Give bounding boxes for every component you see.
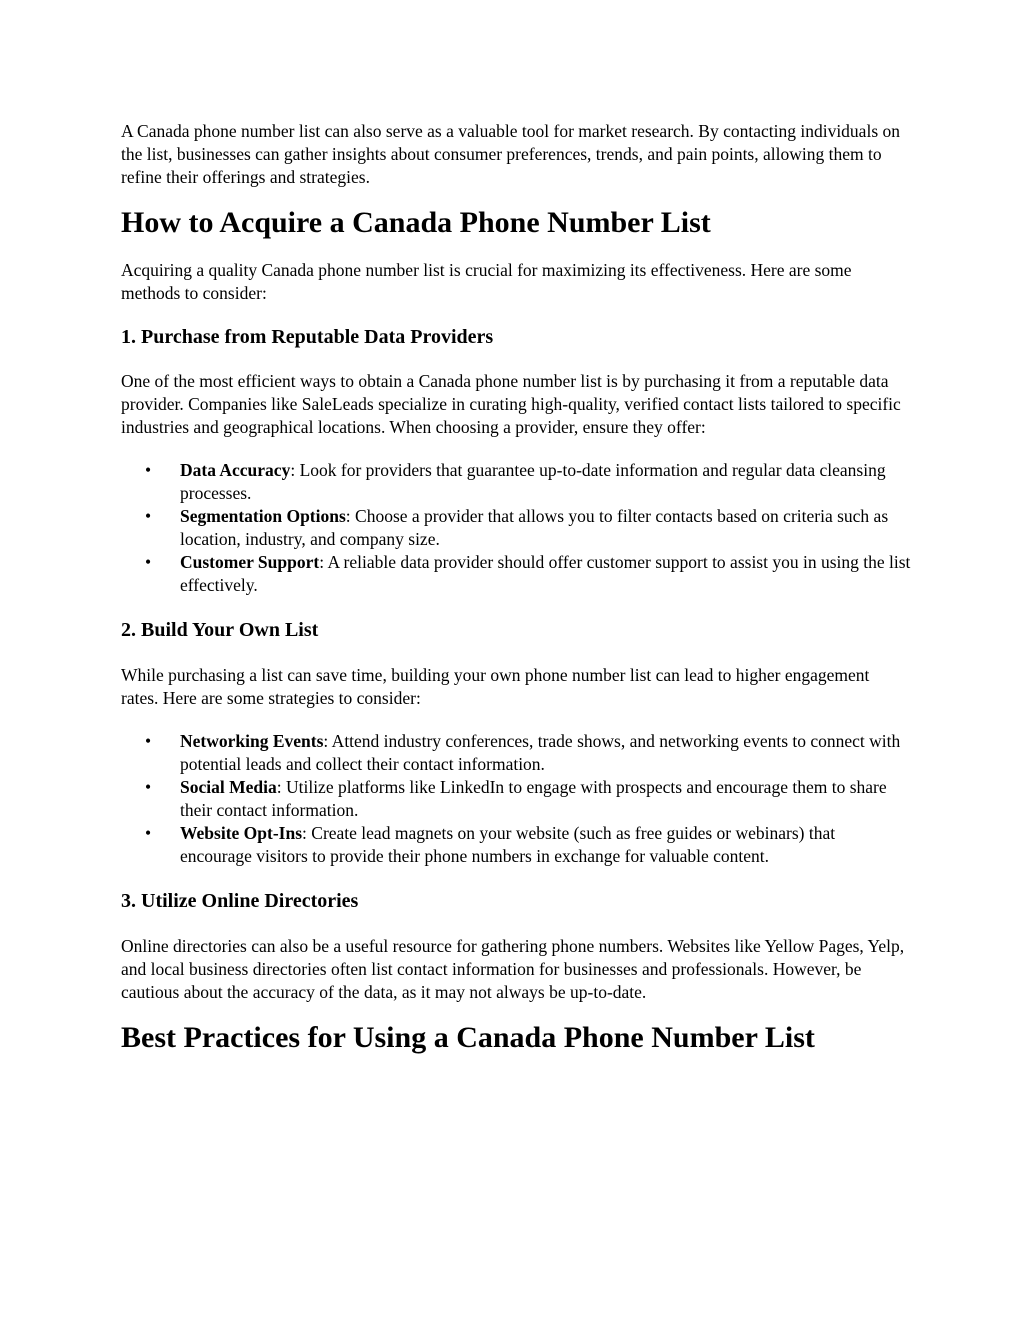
bullet-marker: • <box>145 506 152 526</box>
bullet-marker: • <box>145 460 152 480</box>
bullet-marker: • <box>145 731 152 751</box>
list-item <box>121 505 911 551</box>
list-item <box>121 822 911 868</box>
list-item-term: Segmentation Options <box>180 506 346 526</box>
bullet-marker: • <box>145 823 152 843</box>
build-paragraph: While purchasing a list can save time, building your own phone number list can lead to higher engagement rates. Here are some strategies to consider: <box>121 665 870 708</box>
list-item <box>121 459 911 505</box>
document-page <box>121 120 911 1056</box>
subheading-directories: 3. Utilize Online Directories <box>121 890 359 912</box>
intro-paragraph: A Canada phone number list can also serve as a valuable tool for market research. By contacting individuals on the list, businesses can gather insights about consumer preferences, trends, and pain points, allowing them to refine their offerings and strategies. <box>121 121 900 187</box>
acquire-paragraph: Acquiring a quality Canada phone number list is crucial for maximizing its effectiveness. Here are some methods to consider: <box>121 260 852 303</box>
section-heading-acquire: How to Acquire a Canada Phone Number List <box>121 206 711 239</box>
list-item-description: : Create lead magnets on your website (such as free guides or webinars) that encourage visitors to provide their phone numbers in exchange for valuable content. <box>180 823 836 866</box>
list-item-description: : Utilize platforms like LinkedIn to engage with prospects and encourage them to share their contact information. <box>180 777 887 820</box>
list-item <box>121 551 911 597</box>
list-item-term: Customer Support <box>180 552 320 572</box>
list-item-description: : Choose a provider that allows you to filter contacts based on criteria such as location, industry, and company size. <box>180 506 889 549</box>
list-item <box>121 776 911 822</box>
directories-paragraph: Online directories can also be a useful resource for gathering phone numbers. Websites like Yellow Pages, Yelp, and local business directories often list contact information for businesses and professionals. However, be cautious about the accuracy of the data, as it may not always be up-to-date. <box>121 936 905 1002</box>
build-list <box>121 730 911 868</box>
bullet-marker: • <box>145 552 152 572</box>
list-item-term: Networking Events <box>180 731 324 751</box>
purchase-list <box>121 459 911 597</box>
purchase-paragraph: One of the most efficient ways to obtain a Canada phone number list is by purchasing it from a reputable data provider. Companies like SaleLeads specialize in curating high-quality, verified contact lists tailored to specific industries and geographical locations. When choosing a provider, ensure they offer: <box>121 371 901 437</box>
list-item-description: : Attend industry conferences, trade shows, and networking events to connect with potential leads and collect their contact information. <box>180 731 901 774</box>
subheading-build: 2. Build Your Own List <box>121 619 319 641</box>
list-item <box>121 730 911 776</box>
list-item-term: Data Accuracy <box>180 460 291 480</box>
subheading-purchase: 1. Purchase from Reputable Data Providers <box>121 326 494 348</box>
list-item-term: Social Media <box>180 777 277 797</box>
list-item-term: Website Opt-Ins <box>180 823 303 843</box>
bullet-marker: • <box>145 777 152 797</box>
list-item-description: : A reliable data provider should offer customer support to assist you in using the list effectively. <box>180 552 911 595</box>
list-item-description: : Look for providers that guarantee up-to-date information and regular data cleansing processes. <box>180 460 886 503</box>
section-heading-best-practices: Best Practices for Using a Canada Phone Number List <box>121 1021 815 1054</box>
